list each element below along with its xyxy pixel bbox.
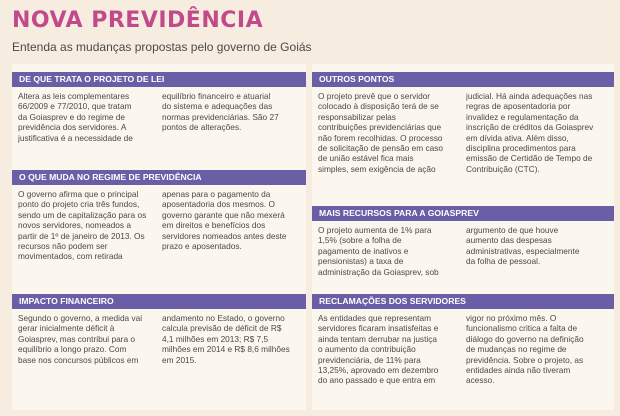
text-line: equilíbrio a longo prazo. Com — [18, 344, 127, 355]
text-line: gerar inicialmente déficit à — [18, 323, 115, 334]
text-line: Goiasprev, mas contribui para o — [18, 333, 135, 344]
text-line: prazo e aposentados. — [162, 241, 242, 252]
text-line: novos servidores, nomeados a — [18, 220, 131, 231]
text-line: em direitos e benefícios dos — [162, 220, 266, 231]
text-line: 66/2009 e 77/2010, que tratam — [18, 101, 132, 112]
text-line: 1,5% (sobre a folha de — [318, 235, 402, 246]
text-line: previdenciária, de 11% para — [318, 354, 421, 365]
text-line: entidades ainda não tiveram — [466, 365, 571, 376]
section-text-col1 — [18, 91, 152, 143]
page-title: NOVA PREVIDÊNCIA — [12, 8, 264, 33]
section-text-col2 — [466, 313, 606, 386]
text-line: previdência dos servidores. A — [18, 122, 127, 133]
section-text-col1 — [318, 91, 456, 174]
text-line: de solicitação de pensão em caso — [318, 143, 443, 154]
text-line: sendo um de capitalização para os — [18, 209, 147, 220]
text-line: funcionalismo critica a falta de — [466, 323, 578, 334]
section-heading: O QUE MUDA NO REGIME DE PREVIDÊNCIA — [12, 170, 306, 185]
text-line: base nos concursos públicos em — [18, 354, 139, 365]
text-line: em dívida ativa. Além disso, — [466, 132, 569, 143]
section-heading: IMPACTO FINANCEIRO — [12, 294, 306, 309]
right-panel — [312, 64, 614, 410]
text-line: ainda tentam derrubar na justiça — [318, 333, 437, 344]
text-line: ponto do projeto cria três fundos, — [18, 199, 140, 210]
text-line: O projeto aumenta de 1% para — [318, 225, 432, 235]
section-mais-recursos — [312, 206, 614, 290]
text-line: milhões em 2014 e R$ 8,6 milhões — [162, 344, 290, 355]
text-line: O projeto prevê que o servidor — [318, 91, 431, 101]
text-line: andamento no Estado, o governo — [162, 313, 285, 323]
text-line: justificativa é a necessidade de — [18, 132, 133, 143]
text-line: disciplina procedimentos para — [466, 143, 576, 154]
text-line: responsabilizar pelas — [318, 111, 396, 122]
text-line: servidores ficaram insatisfeitas e — [318, 323, 439, 334]
section-text-col1 — [318, 313, 456, 386]
text-line: pontos de alterações. — [162, 122, 242, 133]
text-line: governo garante que não mexerá — [162, 209, 285, 220]
text-line: vigor no próximo mês. O — [466, 313, 557, 323]
text-line: simples, sem exigência de ação — [318, 163, 436, 174]
section-reclamacoes — [312, 294, 614, 406]
text-line: de mudanças no regime de — [466, 344, 567, 355]
text-line: da Goiasprev e do regime de — [18, 111, 126, 122]
text-line: Segundo o governo, a medida vai — [18, 313, 143, 323]
text-line: regras de aposentadoria por — [466, 101, 571, 112]
text-line: judicial. Há ainda adequações nas — [466, 91, 593, 101]
section-text-col2 — [162, 313, 296, 365]
text-line: pensionistas) a taxa de — [318, 256, 404, 267]
section-heading: OUTROS PONTOS — [312, 72, 614, 87]
text-line: da folha de pessoal. — [466, 256, 541, 267]
text-line: pagamento de inativos e — [318, 245, 409, 256]
text-line: movimentados, com retirada — [18, 251, 123, 262]
text-line: diálogo do governo na definição — [466, 333, 584, 344]
text-line: aposentadoria dos mesmos. O — [162, 199, 275, 210]
section-text-col2 — [466, 91, 606, 174]
text-line: invalidez e regulamentação da — [466, 111, 579, 122]
text-line: do ano passado e que entra em — [318, 375, 436, 386]
page-subtitle: Entenda as mudanças propostas pelo governo de Goiás — [12, 40, 312, 54]
section-outros-pontos — [312, 72, 614, 198]
text-line: recursos não podem ser — [18, 241, 108, 252]
section-heading: MAIS RECURSOS PARA A GOIASPREV — [312, 206, 614, 221]
text-line: equilíbrio financeiro e atuarial — [162, 91, 271, 101]
text-line: apenas para o pagamento da — [162, 189, 271, 199]
section-text-col1 — [18, 313, 152, 365]
text-line: de união estável fica mais — [318, 153, 414, 164]
section-impacto-financeiro — [12, 294, 306, 404]
section-de-que-trata — [12, 72, 306, 162]
text-line: em 2015. — [162, 354, 197, 365]
section-text-col1 — [318, 225, 456, 277]
text-line: Altera as leis complementares — [18, 91, 130, 101]
section-o-que-muda — [12, 170, 306, 286]
text-line: calcula previsão de déficit de R$ — [162, 323, 282, 334]
section-heading: RECLAMAÇÕES DOS SERVIDORES — [312, 294, 614, 309]
text-line: administração da Goiasprev, sob — [318, 266, 439, 277]
text-line: As entidades que representam — [318, 313, 432, 323]
text-line: do sistema e adequações das — [162, 101, 273, 112]
section-text-col2 — [162, 91, 296, 133]
text-line: administrativas, especialmente — [466, 245, 580, 256]
text-line: aumento das despesas — [466, 235, 552, 246]
text-line: previdência. Sobre o projeto, as — [466, 354, 584, 365]
text-line: colocado à disposição terá de se — [318, 101, 439, 112]
section-text-col2 — [162, 189, 296, 251]
text-line: não forem recolhidas. O processo — [318, 132, 443, 143]
text-line: inscrição de créditos da Goiasprev — [466, 122, 594, 133]
text-line: partir de 1º de janeiro de 2013. Os — [18, 230, 145, 241]
section-text-col2 — [466, 225, 606, 267]
section-text-col1 — [18, 189, 152, 262]
text-line: O governo afirma que o principal — [18, 189, 139, 199]
text-line: normas previdenciárias. São 27 — [162, 111, 279, 122]
text-line: argumento de que houve — [466, 225, 559, 235]
text-line: emissão de Certidão de Tempo de — [466, 153, 593, 164]
text-line: o aumento da contribuição — [318, 344, 416, 355]
left-panel — [12, 64, 306, 410]
text-line: 4,1 milhões em 2013; R$ 7,5 — [162, 333, 269, 344]
text-line: contribuições previdenciárias que — [318, 122, 442, 133]
text-line: servidores nomeados antes deste — [162, 230, 287, 241]
text-line: 13,25%, aprovado em dezembro — [318, 365, 439, 376]
section-heading: DE QUE TRATA O PROJETO DE LEI — [12, 72, 306, 87]
text-line: acesso. — [466, 375, 495, 386]
text-line: Contribuição (CTC). — [466, 163, 540, 174]
